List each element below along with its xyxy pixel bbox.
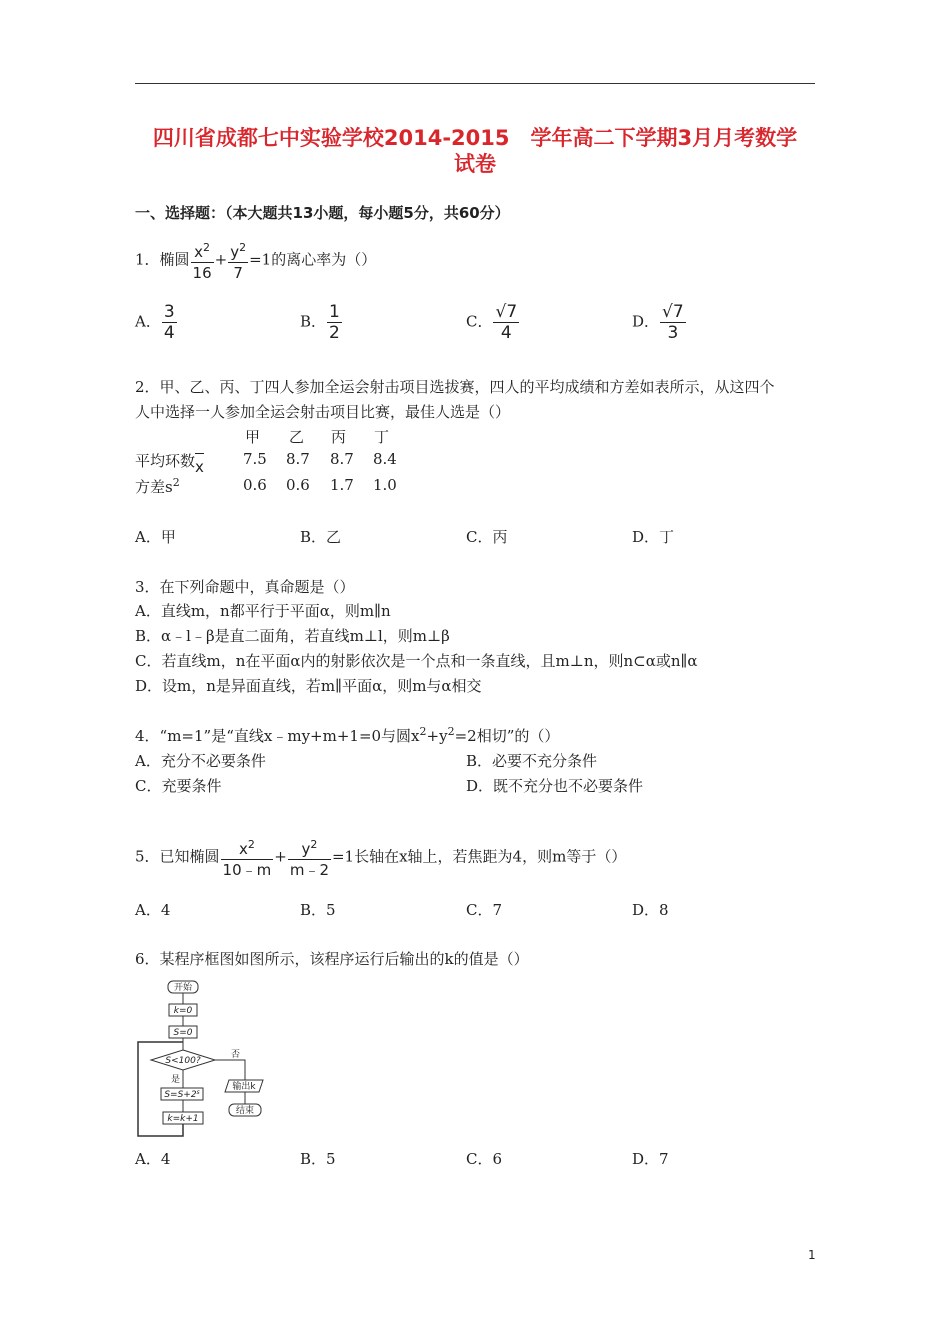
q2-xbar-symbol: x [195,458,204,476]
q3-option-d: D．设m，n是异面直线，若m∥平面α，则m与α相交 [135,677,482,695]
q1-option-c-fraction [493,302,519,343]
q1-option-c-den: 4 [500,323,512,343]
q3-option-c: C．若直线m，n在平面α内的射影依次是一个点和一条直线，且m⊥n，则n⊂α或n∥α [135,652,698,670]
q2-row2-bing: 1.7 [330,476,354,494]
q5-fraction-y [288,835,331,880]
q2-row2-label-text: 方差s [135,478,173,496]
q2-row2-label [135,476,180,497]
page-number: 1 [808,1248,816,1262]
q5-plus: + [274,847,287,866]
flow-update-s-main: S=S+2 [164,1090,197,1100]
flow-update-s-exp: s [196,1089,200,1096]
q1-option-a-fraction [162,302,177,343]
q6-stem: 6．某程序框图如图所示，该程序运行后输出的k的值是（） [135,950,529,968]
q2-header-jia: 甲 [245,428,261,446]
q5-option-c: C．7 [466,901,503,919]
q1-frac1-num: x [194,243,204,261]
section-heading: 一、选择题：（本大题共13小题，每小题5分，共60分） [135,204,510,222]
q2-option-d: D．丁 [632,528,675,546]
q5-frac2-den: m﹣2 [289,861,329,879]
q2-header-bing: 丙 [331,428,347,446]
q4-stem [135,725,559,746]
q1-option-b [300,302,343,343]
q1-option-c-label: C． [466,312,493,331]
flow-output-text: 输出k [232,1082,256,1092]
q5-frac1-den: 10﹣m [222,861,272,879]
q6-flowchart [135,978,275,1143]
q1-option-a-den: 4 [163,323,175,343]
q6-option-c: C．6 [466,1150,503,1168]
q1-option-c-num: √7 [495,302,518,322]
q4-option-d: D．既不充分也不必要条件 [466,777,644,795]
q1-frac2-exp: 2 [239,241,247,254]
q2-header-ding: 丁 [374,428,390,446]
q1-option-d-fraction [660,302,686,343]
q3-option-b: B．α﹣l﹣β是直二面角，若直线m⊥l，则m⊥β [135,627,450,645]
q4-stem-part-a: 4．“m=1”是“直线x﹣my+m+1=0与圆x [135,727,420,745]
q1-option-a [135,302,178,343]
q1-option-d-num: √7 [662,302,684,322]
q1-option-c [466,302,520,343]
q1-prefix: 1．椭圆 [135,250,190,269]
q3-stem: 3．在下列命题中，真命题是（） [135,578,355,596]
q1-fraction-y [228,238,248,283]
q5-frac1-exp: 2 [247,838,255,851]
flow-yes-label: 是 [171,1075,181,1085]
q2-row2-jia: 0.6 [243,476,267,494]
q1-option-b-fraction [327,302,342,343]
q1-suffix: =1的离心率为（） [249,250,377,269]
q5-frac2-exp: 2 [310,838,318,851]
q5-prefix: 5．已知椭圆 [135,847,220,866]
header-rule [135,83,815,84]
q1-frac1-den: 16 [192,264,212,282]
flow-init-s-text: S=0 [173,1028,193,1038]
q1-fraction-x [191,238,214,283]
q6-option-d: D．7 [632,1150,669,1168]
flow-end-text: 结束 [235,1106,255,1116]
q2-row1-label-text: 平均环数 [135,452,196,470]
q4-option-c: C．充要条件 [135,777,222,795]
q1-option-a-label: A． [135,312,161,331]
q5-frac1-num: x [238,840,248,858]
q2-option-c: C．丙 [466,528,508,546]
q1-frac2-den: 7 [233,264,243,282]
flow-decision-text: S<100? [165,1056,201,1066]
document-title-line2: 试卷 [454,152,496,176]
q4-option-b: B．必要不充分条件 [466,752,598,770]
q5-fraction-x [221,835,274,880]
q2-stem-line2: 人中选择一人参加全运会射击项目比赛，最佳人选是（） [135,403,511,421]
q2-row1-label [135,450,204,476]
q2-row1-ding: 8.4 [373,450,397,468]
q6-option-b: B．5 [300,1150,336,1168]
q3-option-a: A．直线m，n都平行于平面α，则m∥n [135,602,391,620]
q1-option-a-num: 3 [163,302,175,322]
q2-row2-exp: 2 [172,476,180,489]
q4-stem-part-c: =2相切”的（） [454,727,560,745]
flow-start-text: 开始 [173,983,193,993]
q1-option-d-label: D． [632,312,660,331]
question-5-stem [135,835,626,880]
q4-exp1: 2 [419,725,427,738]
q2-row1-bing: 8.7 [330,450,354,468]
document-title-line1: 四川省成都七中实验学校2014-2015 学年高二下学期3月月考数学 [152,126,798,150]
q1-frac2-num: y [230,243,240,261]
q2-row1-jia: 7.5 [243,450,267,468]
q4-option-a: A．充分不必要条件 [135,752,266,770]
q4-exp2: 2 [447,725,455,738]
question-1-stem [135,238,376,283]
flow-update-k-text: k=k+1 [167,1114,199,1124]
q2-stem-line1: 2．甲、乙、丙、丁四人参加全运会射击项目选拔赛，四人的平均成绩和方差如表所示，从这四个 [135,378,775,396]
q2-row1-yi: 8.7 [286,450,310,468]
q1-option-b-num: 1 [329,302,340,322]
q1-option-b-label: B． [300,312,327,331]
q2-row2-ding: 1.0 [373,476,397,494]
flow-update-s-text [164,1089,199,1100]
q2-option-b: B．乙 [300,528,342,546]
q5-frac2-num: y [301,840,311,858]
q5-option-b: B．5 [300,901,336,919]
q1-option-d-den: 3 [667,323,679,343]
q2-header-yi: 乙 [289,428,305,446]
q1-option-d [632,302,687,343]
q5-option-a: A．4 [135,901,171,919]
q1-frac1-exp: 2 [203,241,211,254]
q6-option-a: A．4 [135,1150,171,1168]
q1-option-b-den: 2 [329,323,340,343]
q4-stem-part-b: +y [426,727,448,745]
q5-suffix: =1长轴在x轴上，若焦距为4，则m等于（） [331,847,627,866]
flow-no-label: 否 [231,1050,241,1060]
q5-option-d: D．8 [632,901,669,919]
q2-option-a: A．甲 [135,528,176,546]
q1-plus: + [214,250,228,269]
q2-row2-yi: 0.6 [286,476,310,494]
flow-init-k-text: k=0 [173,1006,193,1016]
